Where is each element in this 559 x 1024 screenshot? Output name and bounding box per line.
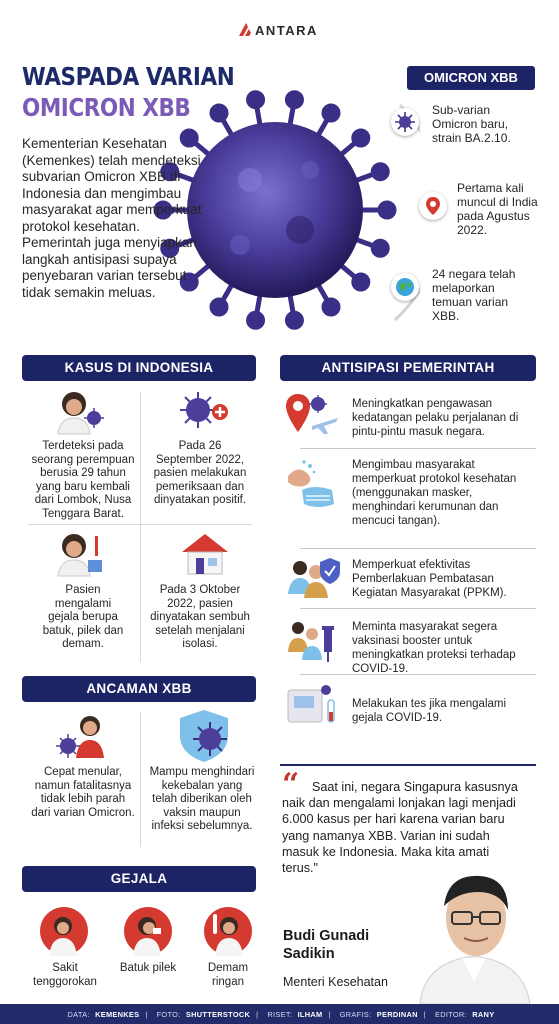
intro-paragraph: Kementerian Kesehatan (Kemenkes) telah mendeteksi subvarian Omicron XBB di Indonesia dan mengimbau masyarakat agar memperkuat protokol kesehatan. Pemerintah juga menyiapkan langkah antisipasi supaya penyebaran varian tersebut tidak semakin meluas. — [22, 136, 202, 300]
gejala-item-3: Demam ringan — [207, 962, 249, 988]
quote-name-line2: Sadikin — [283, 946, 335, 962]
quote-text: Saat ini, negara Singapura kasusnya naik dan mengalami lonjakan lagi menjadi 6.000 kasus per hari karena varian baru yang namanya XBB. Varian ini sudah masuk ke Indonesia. Maka kita amati terus." — [282, 780, 518, 876]
kasus-item-3: Pasien mengalami gejala berupa batuk, pilek dan demam. — [42, 584, 124, 650]
virus-spike-tip — [373, 241, 387, 255]
gejala-header: GEJALA — [22, 866, 256, 892]
quote-role: Menteri Kesehatan — [283, 975, 388, 989]
minister-portrait — [400, 866, 559, 1004]
vaccine-icon — [286, 616, 342, 664]
virus-spike-tip — [354, 131, 368, 145]
people-shield-icon — [286, 554, 342, 602]
virus-spike-tip — [373, 165, 387, 179]
credits-footer: DATA: KEMENKES | FOTO: SHUTTERSTOCK | RISET: ILHAM | GRAFIS: PERDINAN | EDITOR: RANY — [0, 1004, 559, 1024]
kasus-item-1: Terdeteksi pada seorang perempuan berusia 29 tahun yang baru kembali dari Lombok, Nusa Tenggara Barat. — [31, 440, 135, 520]
antisipasi-header: ANTISIPASI PEMERINTAH — [280, 355, 536, 381]
woman-patient-icon — [52, 388, 108, 436]
sick-patient-icon — [52, 530, 108, 578]
travel-location-icon — [284, 392, 340, 436]
virus-shield-icon — [176, 708, 232, 764]
antisipasi-item-3: Memperkuat efektivitas Pemberlakuan Pembatasan Kegiatan Masyarakat (PPKM). — [352, 559, 507, 599]
virus-spike-tip — [354, 275, 368, 289]
virus-person-icon — [52, 710, 110, 760]
sore-throat-icon — [39, 906, 89, 956]
antisipasi-item-5: Melakukan tes jika mengalami gejala COVID-19. — [352, 698, 507, 724]
antisipasi-item-1: Meningkatkan pengawasan kedatangan pelaku perjalanan di pintu-pintu masuk negara. — [352, 398, 519, 438]
kasus-item-2: Pada 26 September 2022, pasien melakukan pemeriksaan dan dinyatakan positif. — [153, 440, 247, 506]
location-pin-icon — [419, 192, 447, 220]
omicron-xbb-badge: OMICRON XBB — [407, 66, 535, 90]
virus-spike-tip — [249, 313, 263, 327]
ancaman-item-2: Mampu menghindari kekebalan yang telah diberikan oleh vaksin maupun infeksi sebelumnya. — [149, 766, 255, 832]
virus-spike-tip — [212, 106, 226, 120]
virus-spike-tip — [324, 106, 338, 120]
quote-box-border — [280, 764, 536, 766]
logo-text: ANTARA — [255, 23, 318, 38]
footer-data: DATA: KEMENKES — [67, 1009, 140, 1019]
antisipasi-divider-2 — [300, 548, 536, 549]
globe-icon — [391, 273, 419, 301]
antisipasi-item-4: Meminta masyarakat segera vaksinasi booster untuk meningkatkan proteksi terhadap COVID-19. — [352, 621, 516, 675]
test-machine-icon — [286, 680, 342, 728]
antisipasi-divider-3 — [300, 608, 536, 609]
ancaman-header: ANCAMAN XBB — [22, 676, 256, 702]
house-icon — [178, 530, 232, 578]
quote-mark-icon: “ — [282, 767, 300, 802]
antisipasi-item-2: Mengimbau masyarakat memperkuat protokol kesehatan (menggunakan masker, menghindari kerumunan dan mencuci tangan). — [352, 459, 517, 527]
kasus-header: KASUS DI INDONESIA — [22, 355, 256, 381]
antara-logo — [227, 20, 333, 44]
virus-spike-tip — [287, 313, 301, 327]
omicron-fact-2: Pertama kali muncul di India pada Agustus 2022. — [457, 181, 538, 237]
omicron-fact-1: Sub-varian Omicron baru, strain BA.2.10. — [432, 103, 511, 145]
virus-spike-tip — [380, 203, 394, 217]
ancaman-divider-vertical — [140, 712, 141, 847]
virus-spike-tip — [249, 93, 263, 107]
page-title-line1: WASPADA VARIAN — [22, 62, 235, 91]
virus-spike-tip — [324, 300, 338, 314]
antara-logo-icon — [237, 22, 253, 38]
gejala-item-2: Batuk pilek — [119, 962, 177, 974]
virus-spike-tip — [287, 93, 301, 107]
kasus-divider-horizontal — [28, 524, 252, 525]
antisipasi-divider-4 — [300, 674, 536, 675]
ancaman-item-1: Cepat menular, namun fatalitasnya tidak lebih parah dari varian Omicron. — [31, 766, 135, 819]
kasus-divider-vertical — [140, 392, 141, 662]
virus-icon — [391, 108, 419, 136]
kasus-item-4: Pada 3 Oktober 2022, pasien dinyatakan sembuh setelah menjalani isolasi. — [150, 584, 250, 650]
quote-name-line1: Budi Gunadi — [283, 928, 370, 944]
virus-spike-tip — [212, 300, 226, 314]
fever-icon — [203, 906, 253, 956]
footer-editor: EDITOR: RANY — [434, 1009, 495, 1019]
handwash-mask-icon — [284, 456, 340, 512]
virus-positive-icon — [176, 390, 232, 430]
cough-icon — [123, 906, 173, 956]
footer-grafis: GRAFIS: PERDINAN — [339, 1009, 418, 1019]
footer-foto: FOTO: SHUTTERSTOCK — [156, 1009, 251, 1019]
omicron-fact-3: 24 negara telah melaporkan temuan varian XBB. — [432, 267, 516, 323]
page-title-line2: OMICRON XBB — [22, 93, 191, 122]
gejala-item-1: Sakit tenggorokan — [33, 962, 97, 988]
footer-riset: RISET: ILHAM — [267, 1009, 323, 1019]
antisipasi-divider-1 — [300, 448, 536, 449]
